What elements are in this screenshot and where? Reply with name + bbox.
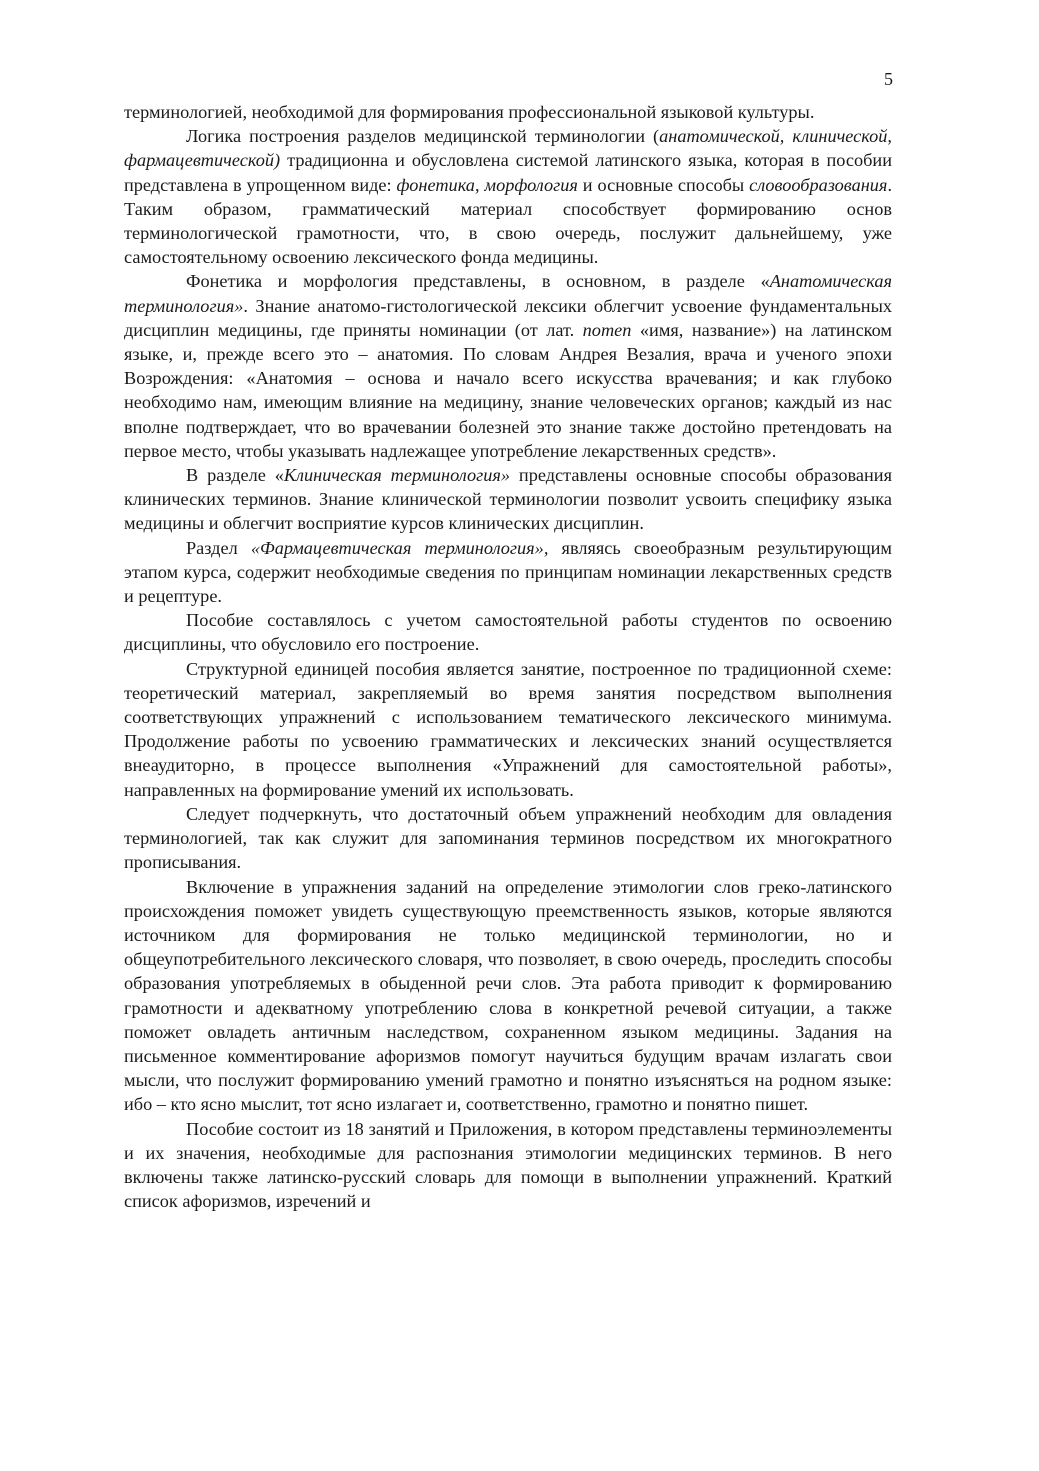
paragraph xyxy=(124,657,892,802)
text-run: Структурной единицей пособия является занятие, построенное по традиционной схеме: теоретический материал, закрепляемый во время занятия посредством выполнения соответствующих упражнений с использованием тематического лексического минимума. Продолжение работы по усвоению грамматических и лексических знаний осуществляется внеаудиторно, в процессе выполнения «Упражнений для самостоятельной работы», направленных на формирование умений их использовать. xyxy=(124,658,892,800)
text-run: Пособие состоит из 18 занятий и Приложения, в котором представлены терминоэлементы и их значения, необходимые для распознания этимологии медицинских терминов. В него включены также латинско-русский словарь для помощи в выполнении упражнений. Краткий список афоризмов, изречений и xyxy=(124,1118,892,1212)
paragraph xyxy=(124,1117,892,1214)
italic-text: Клиническая терминология» xyxy=(283,465,511,486)
italic-text: «Фармацевтическая терминология», xyxy=(250,537,549,558)
paragraph xyxy=(124,536,892,609)
text-run: Следует подчеркнуть, что достаточный объем упражнений необходим для овладения терминологией, так как служит для запоминания терминов посредством их многократного прописывания. xyxy=(124,803,892,873)
italic-text: морфология xyxy=(484,174,578,195)
page-number: 5 xyxy=(884,69,893,89)
text-run: Раздел xyxy=(186,537,251,558)
paragraph xyxy=(124,802,892,875)
paragraph xyxy=(124,124,892,269)
italic-text: анатомической, клинической, фармацевтической) xyxy=(124,126,892,171)
italic-text: фонетика xyxy=(396,174,475,195)
italic-text: словообразования xyxy=(749,174,888,195)
italic-text: Анатомическая терминология» xyxy=(124,271,892,316)
text-run: В разделе « xyxy=(186,465,284,486)
paragraph xyxy=(124,608,892,656)
text-run: Логика построения разделов медицинской терминологии ( xyxy=(186,126,660,147)
paragraph xyxy=(124,463,892,536)
italic-text: nomen xyxy=(582,319,632,340)
text-run: Пособие составлялось с учетом самостоятельной работы студентов по освоению дисциплины, что обусловило его построение. xyxy=(124,610,892,655)
text-run: терминологией, необходимой для формирования профессиональной языковой культуры. xyxy=(124,102,815,122)
text-run: . Знание анатомо-гистологической лексики облегчит усвоение фундаментальных дисциплин медицины, где приняты номинации (от лат. xyxy=(124,295,892,340)
body-text xyxy=(124,100,892,1213)
text-run: представлены основные способы образования клинических терминов. Знание клинической терминологии позволит усвоить специфику языка медицины и облегчит восприятие курсов клинических дисциплин. xyxy=(124,465,892,534)
text-run: Включение в упражнения заданий на определение этимологии слов греко-латинского происхождения поможет увидеть существующую преемственность языков, которые являются источником для формирования не только медицинской терминологии, но и общеупотребительного лексического словаря, что позволяет, в свою очередь, проследить способы образования употребляемых в обыденной речи слов. Эта работа приводит к формированию грамотности и адекватному употреблению слова в конкретной речевой ситуации, а также поможет овладеть античным наследством, сохраненном языком медицины. Задания на письменное комментирование афоризмов помогут научиться будущим врачам излагать свои мысли, что послужит формированию умений грамотно и понятно изъясняться на родном языке: ибо – кто ясно мыслит, тот ясно излагает и, соответственно, грамотно и понятно пишет. xyxy=(124,876,892,1115)
text-run: и основные способы xyxy=(577,174,750,195)
text-run: Фонетика и морфология представлены, в основном, в разделе « xyxy=(186,271,770,292)
paragraph xyxy=(124,100,892,124)
text-run: . Таким образом, грамматический материал способствует формированию основ терминологической грамотности, что, в свою очередь, послужит дальнейшему, уже самостоятельному освоению лексического фонда медицины. xyxy=(124,174,893,268)
text-run: традиционна и обусловлена системой латинского языка, которая в пособии представлена в упрощенном виде: xyxy=(124,150,892,195)
paragraph xyxy=(124,269,892,463)
text-run: «имя, название») на латинском языке, и, прежде всего это – анатомия. По словам Андрея Везалия, врача и ученого эпохи Возрождения: «Анатомия – основа и начало всего искусства врачевания; и как глубоко необходимо нам, имеющим влияние на медицину, знание человеческих органов; каждый из нас вполне подтверждает, что во врачевании болезней это знание также достойно претендовать на первое место, чтобы указывать надлежащее употребление лекарственных средств». xyxy=(124,319,893,461)
text-run: являясь своеобразным результирующим этапом курса, содержит необходимые сведения по принципам номинации лекарственных средств и рецептуре. xyxy=(124,537,892,607)
paragraph xyxy=(124,875,892,1117)
text-run: , xyxy=(474,174,485,195)
